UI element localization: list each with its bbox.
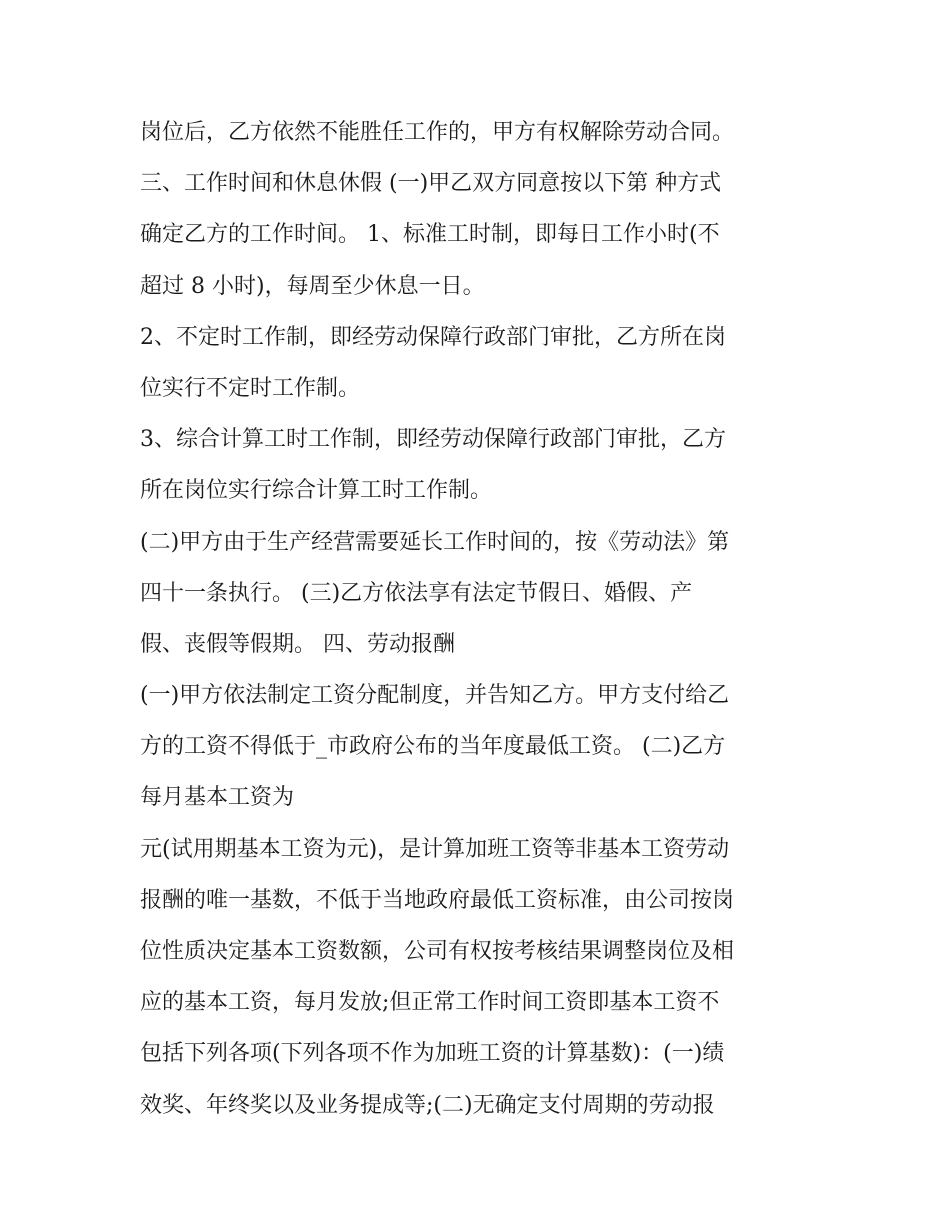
text-line: 超过 8 小时)，每周至少休息一日。 — [140, 273, 485, 299]
text-line: 应的基本工资，每月发放;但正常工作时间工资即基本工资不 — [140, 990, 720, 1016]
text-line: 位性质决定基本工资数额，公司有权按考核结果调整岗位及相 — [140, 939, 735, 964]
text-line: 所在岗位实行综合计算工时工作制。 — [140, 478, 493, 504]
document-body — [140, 107, 840, 1131]
text-line: (一)甲方依法制定工资分配制度，并告知乙方。甲方支付给乙 — [140, 683, 730, 709]
text-line: 四十一条执行。 (三)乙方依法享有法定节假日、婚假、产 — [140, 580, 693, 606]
text-line: 假、丧假等假期。 四、劳动报酬 — [140, 631, 455, 657]
text-line: 报酬的唯一基数，不低于当地政府最低工资标准，由公司按岗 — [140, 887, 735, 913]
text-line: 岗位后，乙方依然不能胜任工作的，甲方有权解除劳动合同。 — [140, 120, 735, 145]
text-line: 3、综合计算工时工作制，即经劳动保障行政部门审批，乙方 — [140, 427, 726, 453]
text-line: 2、不定时工作制，即经劳动保障行政部门审批，乙方所在岗 — [140, 324, 726, 350]
text-line: 方的工资不得低于_市政府公布的当年度最低工资。 (二)乙方 — [140, 734, 726, 760]
text-line: 三、工作时间和休息休假 (一)甲乙双方同意按以下第 种方式 — [140, 171, 722, 197]
text-line: 每月基本工资为 — [140, 785, 295, 811]
text-line: 元(试用期基本工资为元)，是计算加班工资等非基本工资劳动 — [140, 836, 730, 862]
text-line: 效奖、年终奖以及业务提成等;(二)无确定支付周期的劳动报 — [140, 1092, 715, 1118]
text-line: 包括下列各项(下列各项不作为加班工资的计算基数)：(一)绩 — [140, 1041, 725, 1067]
text-line: 位实行不定时工作制。 — [140, 375, 361, 401]
text-line: 确定乙方的工作时间。 1、标准工时制，即每日工作小时(不 — [140, 222, 720, 248]
text-line: (二)甲方由于生产经营需要延长工作时间的，按《劳动法》第 — [140, 529, 730, 555]
